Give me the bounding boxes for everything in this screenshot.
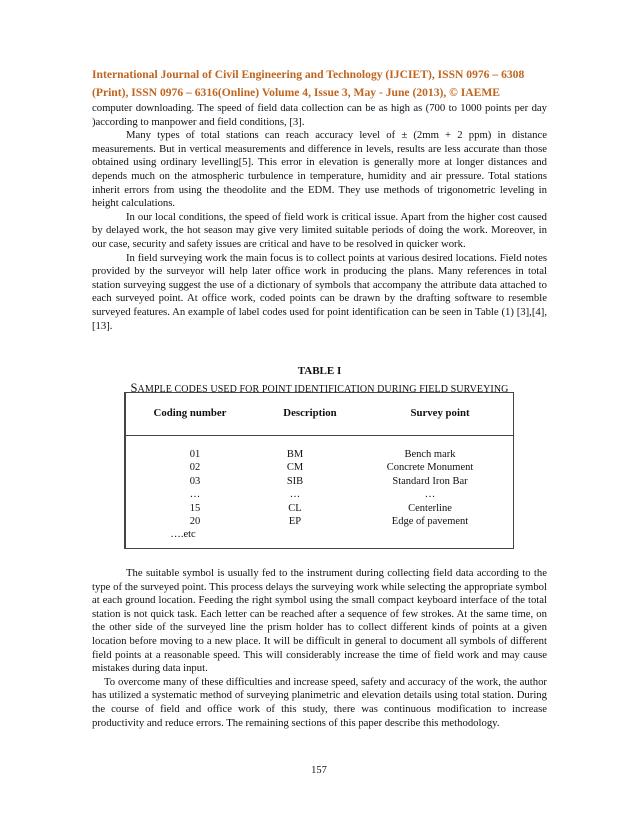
paragraph: The suitable symbol is usually fed to the instrument during collecting field data according to the type of the surveyed point. This process delays the surveying work while selecting the appropriate symbol at each ground location. Feeding the right symbol using the small compact keyboard interface of the total station is not quick task. Each letter can be reached after a sequence of few strokes. At the same time, on the other side of the surveyed line the prism holder has to collect different kinds of points at a given location before moving to a new place. It will be difficult in general to document all symbols of different field points at a reasonable speed. This will considerably increase the time of field work and may cause mistakes during data input. [92,567,547,675]
paragraph: In our local conditions, the speed of field work is critical issue. Apart from the higher cost caused by delayed work, the hot season may give very limited suitable periods of doing the work. Moreover, in our case, security and safety issues are critical and have to be resolved in quicker work. [92,210,547,250]
table-cell: … [289,489,301,501]
table-title-initial: S [130,381,138,395]
header-line-2: (Print), ISSN 0976 – 6316(Online) Volume 4, Issue 3, May - June (2013), © IAEME [92,86,501,99]
codes-table [124,392,514,549]
header-survey-point: Survey point [410,407,470,419]
header-line-1: International Journal of Civil Engineering and Technology (IJCIET), ISSN 0976 – 6308 [92,68,525,81]
paragraph: computer downloading. The speed of field data collection can be as high as (700 to 1000 points per day )according to manpower and field conditions, [3]. [92,102,547,128]
table-cell: Standard Iron Bar [392,475,468,487]
column-description [255,448,335,528]
table-cell: Centerline [408,502,452,514]
table-cell: Concrete Monument [386,462,474,474]
table-cell: Edge of pavement [391,516,469,528]
journal-header [92,66,547,102]
table-cell: 02 [189,462,201,474]
table-cell: CL [288,502,302,514]
table-cell: 03 [189,475,201,487]
table-label: TABLE I [297,365,342,377]
table-cell: SIB [286,475,304,487]
table-cell: 01 [189,449,201,460]
table-cell: BM [286,449,304,460]
body-text-bottom [92,567,547,730]
paragraph: In field surveying work the main focus is to collect points at various desired locations. Field notes provided by the surveyor will help later office work in producing the plans. Many references in total station surveying suggest the use of a dictionary of symbols that accompany the attribute data attached to each surveyed point. At office work, coded points can be drawn by the drafting software to resemble surveyed features. An example of label codes used for point identification can be seen in Table (1) [3],[4],[13]. [92,251,547,332]
table-cell: EP [288,516,302,528]
table-title-rest: AMPLE CODES USED FOR POINT IDENTIFICATION DURING FIELD SURVEYING [137,384,509,395]
table-header-divider [125,435,513,436]
body-text-top [92,102,547,333]
page-number: 157 [311,765,327,776]
table-cell: Bench mark [404,449,456,460]
column-coding-number [155,448,235,542]
table-cell-etc: ….etc [170,529,196,541]
column-survey-point [365,448,495,528]
paragraph: Many types of total stations can reach accuracy level of ± (2mm + 2 ppm) in distance measurements. But in vertical measurements and difference in levels, results are less accurate than those obtained using ordinary levelling[5]. This error in elevation is generally more at longer distances and depends much on the atmospheric turbulence in temperature, humidity and air pressure. Total stations inherit errors from using the theodolite and the EDM. They use methods of trigonometric leveling in height calculations. [92,129,547,210]
table-cell: 20 [189,516,201,528]
header-description: Description [283,407,337,419]
paragraph: To overcome many of these difficulties and increase speed, safety and accuracy of the work, the author has utilized a systematic method of surveying planimetric and elevation details using total station. During the course of field and office work of this study, there was continuous modification to increase productivity and reduce errors. The remaining sections of this paper describe this methodology. [92,675,547,729]
table-cell: CM [286,462,304,474]
table-cell: … [189,489,201,501]
table-cell: … [424,489,436,501]
table-cell: 15 [189,502,201,514]
header-coding-number: Coding number [153,407,227,419]
